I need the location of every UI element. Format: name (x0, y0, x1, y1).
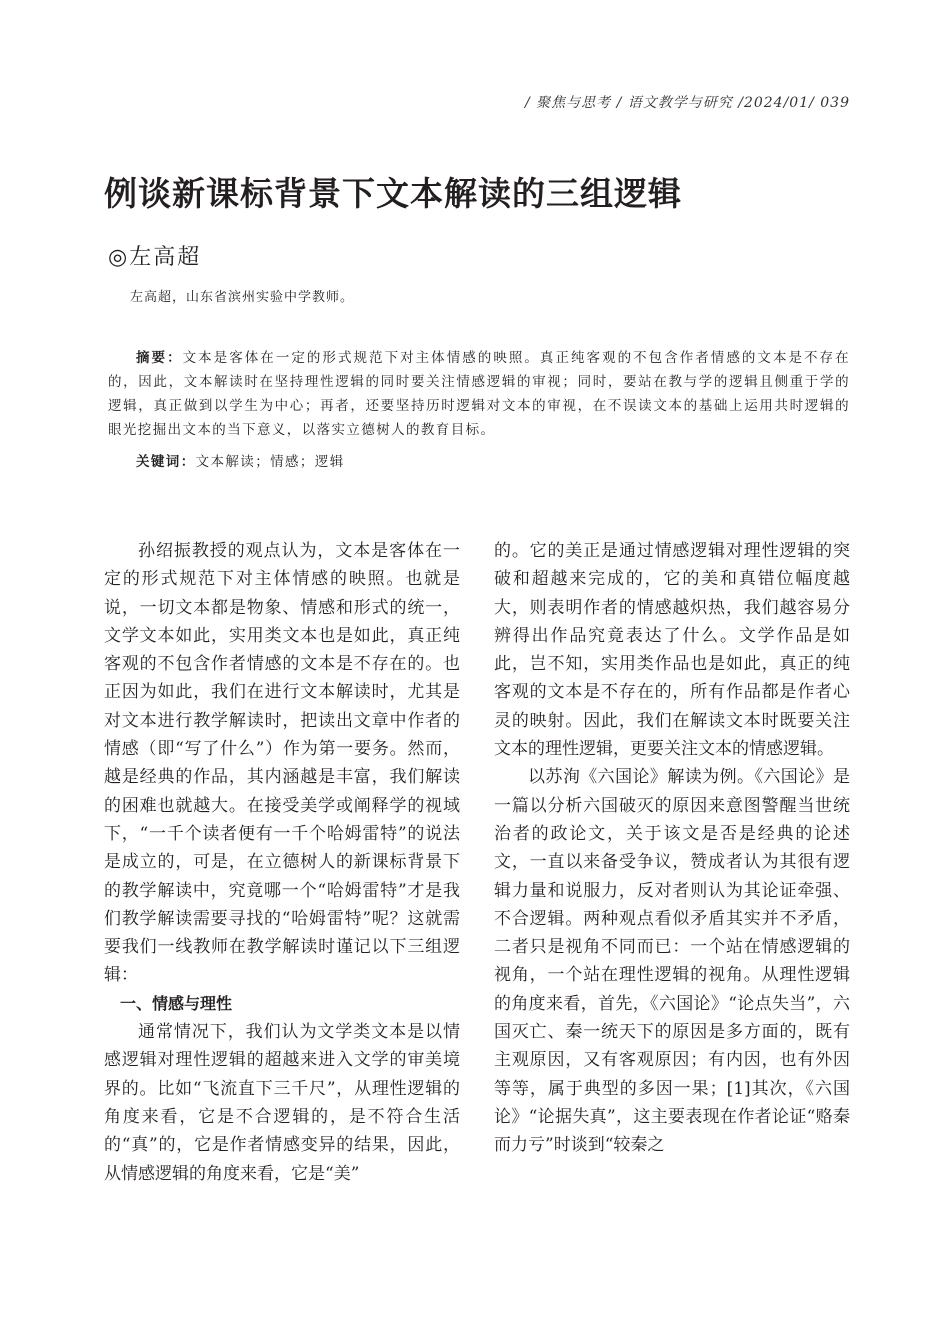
body-column-right (494, 537, 850, 1160)
paragraph: 的。它的美正是通过情感逻辑对理性逻辑的突破和超越来完成的，它的美和真错位幅度越大，则表明作者的情感越炽热，我们越容易分辨得出作品究竟表达了什么。文学作品是如此，岂不知，实用类作品也是如此，真正的纯客观的文本是不存在的，所有作品都是作者心灵的映射。因此，我们在解读文本时既要关注文本的理性逻辑，更要关注文本的情感逻辑。 (494, 541, 850, 760)
keywords-text: 文本解读；情感；逻辑 (195, 454, 345, 470)
body-column-left (104, 537, 460, 1188)
abstract (108, 346, 850, 442)
paragraph: 以苏洵《六国论》解读为例。《六国论》是一篇以分析六国破灭的原因来意图警醒当世统治者的政论文，关于该文是否是经典的论述文，一直以来备受争议，赞成者认为其很有逻辑力量和说服力，反对者则认为其论证牵强、不合逻辑。两种观点看似矛盾其实并不矛盾，二者只是视角不同而已：一个站在情感逻辑的视角，一个站在理性逻辑的视角。从理性逻辑的角度来看，首先，《六国论》“论点失当”，六国灭亡、秦一统天下的原因是多方面的，既有主观原因，又有客观原因；有内因，也有外因等等，属于典型的多因一果；[1]其次，《六国论》“论据失真”，这主要表现在作者论证“赂秦而力亏”时谈到“较秦之 (494, 767, 850, 1156)
keywords (136, 450, 345, 470)
paragraph: 孙绍振教授的观点认为，文本是客体在一定的形式规范下对主体情感的映照。也就是说，一切文本都是物象、情感和形式的统一，文学文本如此，实用类文本也是如此，真正纯客观的不包含作者情感的文本是不存在的。也正因为如此，我们在进行文本解读时，尤其是对文本进行教学解读时，把读出文章中作者的情感（即“写了什么”）作为第一要务。然而，越是经典的作品，其内涵越是丰富，我们解读的困难也就越大。在接受美学或阐释学的视域下，“一千个读者便有一千个哈姆雷特”的说法是成立的，可是，在立德树人的新课标背景下的教学解读中，究竟哪一个“哈姆雷特”才是我们教学解读需要寻找的“哈姆雷特”呢？这就需要我们一线教师在教学解读时谨记以下三组逻辑： (104, 541, 460, 986)
abstract-label: 摘要： (136, 350, 183, 366)
abstract-text: 文本是客体在一定的形式规范下对主体情感的映照。真正纯客观的不包含作者情感的文本是不存在的，因此，文本解读时在坚持理性逻辑的同时要关注情感逻辑的审视；同时，要站在教与学的逻辑且侧重于学的逻辑，真正做到以学生为中心；再者，还要坚持历时逻辑对文本的审视，在不误读文本的基础上运用共时逻辑的眼光挖掘出文本的当下意义，以落实立德树人的教育目标。 (108, 350, 850, 438)
author-note: 左高超，山东省滨州实验中学教师。 (130, 290, 355, 305)
author-name: ◎左高超 (108, 245, 202, 270)
running-head: / 聚焦与思考 / 语文教学与研究 /2024/01/ 039 (525, 95, 850, 111)
paragraph: 通常情况下，我们认为文学类文本是以情感逻辑对理性逻辑的超越来进入文学的审美境界的。比如“飞流直下三千尺”，从理性逻辑的角度来看，它是不合逻辑的，是不符合生活的“真”的，它是作者情感变异的结果，因此，从情感逻辑的角度来看，它是“美” (104, 1022, 460, 1184)
article-title: 例谈新课标背景下文本解读的三组逻辑 (104, 174, 682, 213)
keywords-label: 关键词： (136, 454, 196, 470)
section-heading: 一、情感与理性 (120, 993, 233, 1013)
